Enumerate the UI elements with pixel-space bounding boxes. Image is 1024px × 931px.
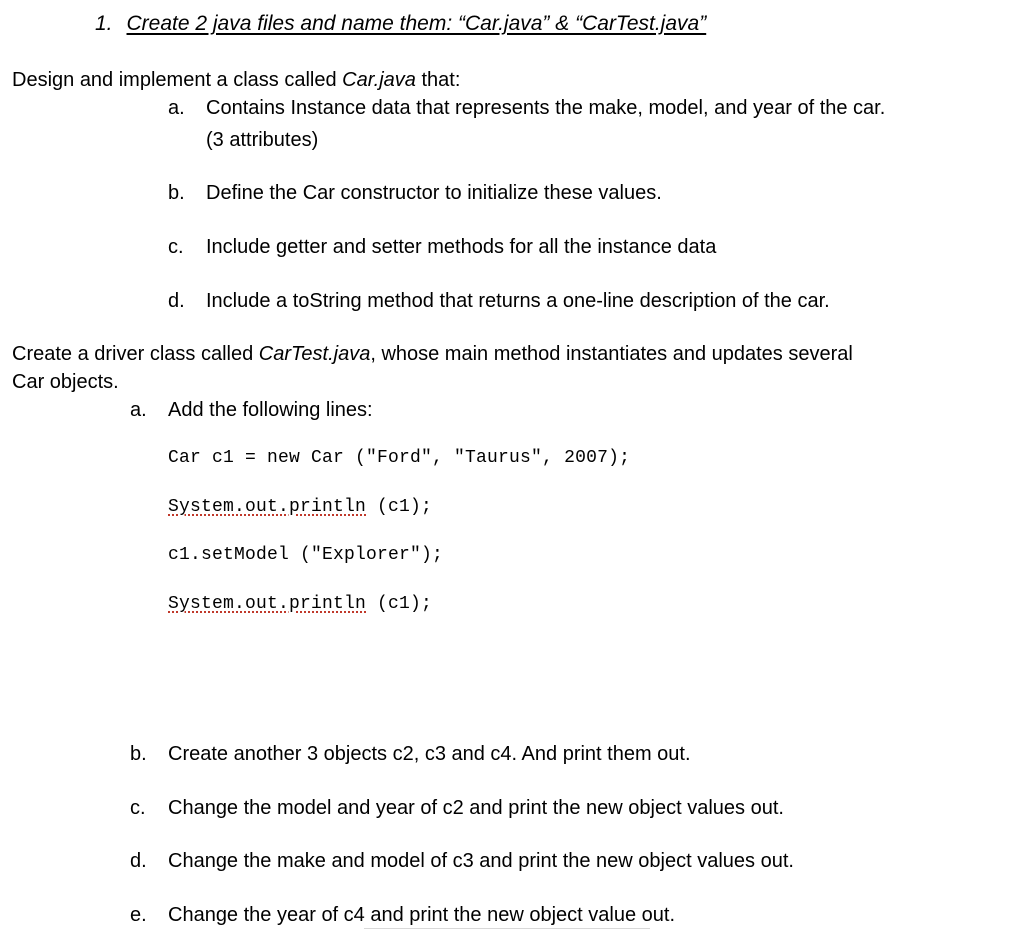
driver-item-a bbox=[130, 396, 373, 424]
car-intro-class-name: Car.java bbox=[342, 69, 416, 91]
item-letter: d. bbox=[130, 850, 147, 872]
item-letter: c. bbox=[130, 797, 146, 819]
heading-number: 1. bbox=[95, 12, 113, 35]
assignment-heading bbox=[95, 12, 706, 36]
heading-title: Create 2 java files and name them: “Car.java” & “CarTest.java” bbox=[126, 12, 707, 35]
code-line-1: Car c1 = new Car ("Ford", "Taurus", 2007); bbox=[168, 448, 631, 468]
item-text: Create another 3 objects c2, c3 and c4. And print them out. bbox=[168, 743, 691, 765]
page-rule bbox=[364, 928, 650, 929]
driver-intro-prefix: Create a driver class called bbox=[12, 343, 259, 365]
driver-intro-class-name: CarTest.java bbox=[258, 343, 371, 365]
driver-item-e bbox=[130, 901, 675, 929]
code-println-args: (c1); bbox=[366, 594, 433, 614]
car-intro-suffix: that: bbox=[415, 69, 461, 91]
item-letter: a. bbox=[130, 399, 147, 421]
item-text: Include getter and setter methods for all the instance data bbox=[206, 236, 717, 258]
item-letter: c. bbox=[168, 236, 184, 258]
driver-item-c bbox=[130, 794, 784, 822]
driver-class-intro bbox=[12, 340, 853, 368]
car-intro-prefix: Design and implement a class called bbox=[12, 69, 343, 91]
car-item-b bbox=[168, 179, 662, 207]
item-text: Define the Car constructor to initialize these values. bbox=[206, 182, 662, 204]
code-line-3: c1.setModel ("Explorer"); bbox=[168, 545, 444, 565]
item-text: Contains Instance data that represents the make, model, and year of the car. bbox=[206, 97, 886, 119]
car-item-a bbox=[168, 94, 885, 122]
car-item-a-line2 bbox=[206, 126, 318, 154]
driver-item-d bbox=[130, 847, 794, 875]
code-println-args: (c1); bbox=[366, 497, 433, 517]
item-text: Add the following lines: bbox=[168, 399, 373, 421]
code-line-4 bbox=[168, 594, 432, 614]
item-text: Change the year of c4 and print the new object value out. bbox=[168, 904, 676, 926]
item-text: Include a toString method that returns a one-line description of the car. bbox=[206, 290, 830, 312]
driver-item-b bbox=[130, 740, 691, 768]
code-line-2 bbox=[168, 497, 432, 517]
car-item-c bbox=[168, 233, 716, 261]
code-println-call: System.out.println bbox=[168, 497, 367, 517]
item-text-continued: (3 attributes) bbox=[206, 129, 319, 151]
car-item-d bbox=[168, 287, 830, 315]
code-println-call: System.out.println bbox=[168, 594, 367, 614]
driver-intro-suffix: , whose main method instantiates and updates several bbox=[370, 343, 853, 365]
driver-intro-continued: Car objects. bbox=[12, 371, 119, 393]
item-text: Change the model and year of c2 and print the new object values out. bbox=[168, 797, 784, 819]
driver-intro-line2 bbox=[12, 368, 119, 396]
item-text: Change the make and model of c3 and print the new object values out. bbox=[168, 850, 794, 872]
item-letter: b. bbox=[130, 743, 147, 765]
item-letter: b. bbox=[168, 182, 185, 204]
item-letter: e. bbox=[130, 904, 147, 926]
item-letter: d. bbox=[168, 290, 185, 312]
item-letter: a. bbox=[168, 97, 185, 119]
car-class-intro bbox=[12, 66, 460, 94]
